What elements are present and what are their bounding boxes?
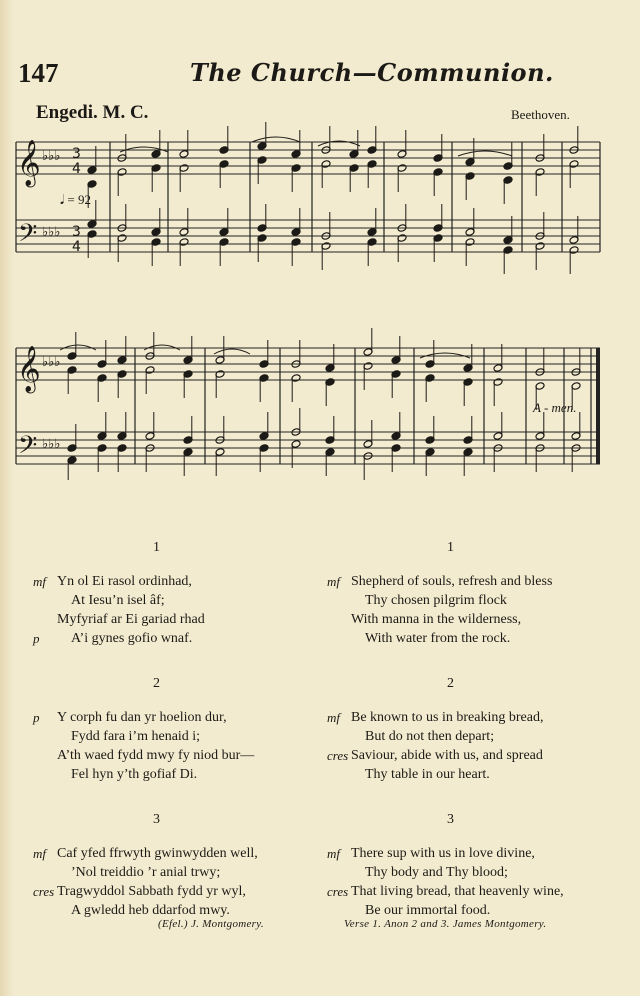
dynamic-marking: mf — [33, 574, 46, 589]
verse-text: Y corph fu dan yr hoelion dur, — [57, 710, 227, 725]
dynamic-marking: mf — [327, 846, 340, 861]
verse-text: Shepherd of souls, refresh and bless — [351, 574, 553, 589]
final-barline — [596, 348, 600, 464]
dynamic-marking: mf — [327, 574, 340, 589]
verse-text: ’Nol treiddio ’r anial trwy; — [71, 865, 221, 880]
slur — [214, 349, 250, 354]
english-verse-number: 1 — [447, 540, 454, 555]
slur — [458, 151, 512, 156]
welsh-verse-number: 3 — [153, 812, 160, 827]
dynamic-marking: p — [33, 631, 40, 646]
tempo-marking: 𝅘𝅥 = 92 — [60, 192, 91, 207]
time-signature: 4 — [72, 239, 81, 255]
verse-text: With water from the rock. — [365, 631, 511, 646]
verse-text: Fel hyn y’th gofiaf Di. — [71, 767, 198, 782]
verse-text: But do not then depart; — [365, 729, 495, 744]
verse-text: That living bread, that heavenly wine, — [351, 884, 564, 899]
verse-text: Thy body and Thy blood; — [365, 865, 508, 880]
verse-text: Saviour, abide with us, and spread — [351, 748, 543, 763]
hymn-number: 147 — [18, 58, 59, 88]
time-signature: 4 — [72, 161, 81, 177]
amen-text: A - men. — [533, 400, 577, 415]
bass-clef-icon: 𝄢 — [18, 431, 38, 466]
verse-text: Caf yfed ffrwyth gwinwydden well, — [57, 846, 258, 861]
welsh-credit: (Efel.) J. Montgomery. — [158, 918, 264, 930]
dynamic-marking: cres — [33, 884, 55, 899]
verse-text: A’th waed fydd mwy fy niod bur— — [57, 748, 255, 763]
welsh-verse-number: 1 — [153, 540, 160, 555]
music-score — [0, 0, 640, 480]
composer-name: Beethoven. — [511, 107, 570, 122]
slur — [252, 137, 300, 142]
verse-text: Be known to us in breaking bread, — [351, 710, 544, 725]
verse-text: At Iesu’n isel âf; — [71, 593, 165, 608]
welsh-verse-number: 2 — [153, 676, 160, 691]
verse-text: A gwledd heb ddarfod mwy. — [71, 903, 230, 918]
english-verse-number: 3 — [447, 812, 454, 827]
verse-text: With manna in the wilderness, — [351, 612, 522, 627]
treble-clef-icon: 𝄞 — [17, 346, 41, 392]
key-signature-icon: ♭♭♭ — [42, 355, 61, 370]
key-signature-icon: ♭♭♭ — [42, 225, 61, 240]
dynamic-marking: cres — [327, 748, 349, 763]
key-signature-icon: ♭♭♭ — [42, 437, 61, 452]
english-verse-number: 2 — [447, 676, 454, 691]
verse-text: Myfyriaf ar Ei gariad rhad — [57, 612, 205, 627]
verse-text: Thy table in our heart. — [365, 767, 490, 782]
verse-text: Thy chosen pilgrim flock — [365, 593, 507, 608]
key-signature-icon: ♭♭♭ — [42, 149, 61, 164]
verse-text: Tragwyddol Sabbath fydd yr wyl, — [57, 884, 246, 899]
verse-text: There sup with us in love divine, — [351, 846, 535, 861]
bass-clef-icon: 𝄢 — [18, 219, 38, 254]
verse-text: Be our immortal food. — [365, 903, 491, 918]
treble-clef-icon: 𝄞 — [17, 140, 41, 186]
time-signature: 3 — [72, 146, 81, 162]
section-heading: The Church—Communion. — [190, 58, 554, 87]
dynamic-marking: mf — [33, 846, 46, 861]
english-credit: Verse 1. Anon 2 and 3. James Montgomery. — [344, 918, 547, 930]
dynamic-marking: p — [33, 710, 40, 725]
dynamic-marking: cres — [327, 884, 349, 899]
verse-text: Yn ol Ei rasol ordinhad, — [57, 574, 192, 589]
dynamic-marking: mf — [327, 710, 340, 725]
verse-text: A’i gynes gofio wnaf. — [71, 631, 193, 646]
time-signature: 3 — [72, 224, 81, 240]
tune-name: Engedi. M. C. — [36, 102, 149, 123]
verse-text: Fydd fara i’m henaid i; — [71, 729, 201, 744]
